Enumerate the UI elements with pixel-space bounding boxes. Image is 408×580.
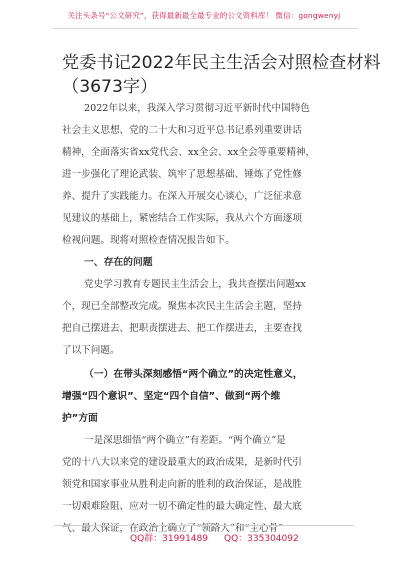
paragraph-line: 进一步强化了理论武装、筑牢了思想基础、锤炼了党性修 <box>62 169 302 180</box>
paragraph-line: 检视问题。现将对照检查情况报告如下。 <box>62 235 235 246</box>
paragraph-line: 领党和国家事业从胜利走向新的胜利的政治保证，是战胜 <box>62 479 302 490</box>
subsection-heading: （一）在带头深刻感悟“两个确立”的决定性意义， <box>84 369 303 380</box>
subsection-heading: 护”方面 <box>62 413 98 424</box>
header-divider <box>52 28 358 29</box>
paragraph-line: 个，现已全部整改完成。聚焦本次民主生活会主题，坚持 <box>62 301 302 312</box>
paragraph-line: 2022年以来，我深入学习贯彻习近平新时代中国特色 <box>84 103 310 114</box>
paragraph-line: 社会主义思想、党的二十大和习近平总书记系列重要讲话 <box>62 125 302 136</box>
paragraph-line: 党的十八大以来党的建设最重大的政治成果，是新时代引 <box>62 457 302 468</box>
footer-divider <box>54 525 354 526</box>
paragraph-line: 了以下问题。 <box>62 345 120 356</box>
subsection-heading: 增强“四个意识”、坚定“四个自信”、做到“两个维 <box>62 391 281 402</box>
paragraph-line: 党史学习教育专题民主生活会上，我共查摆出问题xx <box>84 279 306 290</box>
footer-qq-group: QQ群：31991489 <box>130 534 208 544</box>
header-banner: 关注头条号“公文研究”，获得最新最全最专业的公文资料库！ 微信：gongwenyj <box>67 11 341 20</box>
section-heading: 一、存在的问题 <box>84 257 153 268</box>
document-title: 党委书记2022年民主生活会对照检查材料 <box>62 53 381 73</box>
paragraph-line: 一是深思细悟“两个确立”有差距。“两个确立”是 <box>84 435 286 446</box>
paragraph-line: 养、提升了实践能力。在深入开展交心谈心，广泛征求意 <box>62 191 302 202</box>
footer-qq: QQ：335304092 <box>224 534 299 544</box>
paragraph-line: 气、最大保证，在政治上确立了“领路人”和“主心骨” <box>62 523 284 534</box>
paragraph-line: 把自己摆进去、把职责摆进去、把工作摆进去，主要查找 <box>62 323 302 334</box>
word-count: （3673字） <box>62 77 158 97</box>
paragraph-line: 一切艰难险阻、应对一切不确定性的最大确定性、最大底 <box>62 501 302 512</box>
paragraph-line: 见建议的基础上，紧密结合工作实际，我从六个方面逐项 <box>62 213 302 224</box>
paragraph-line: 精神，全面落实省xx党代会、xx全会、xx全会等重要精神， <box>62 147 316 158</box>
